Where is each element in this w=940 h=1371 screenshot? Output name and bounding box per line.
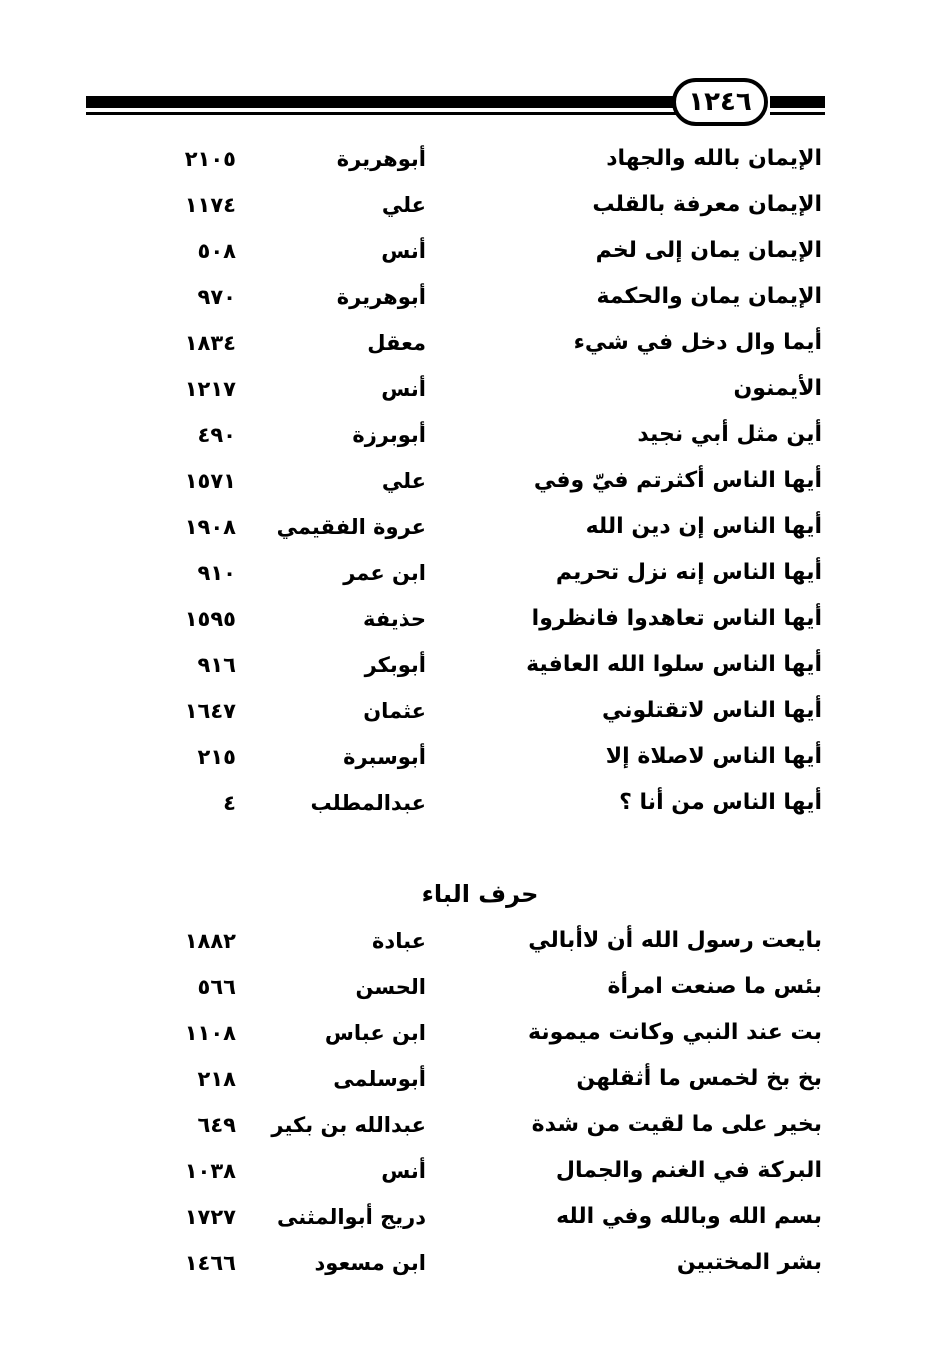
- narrator-name: الحسن: [355, 975, 426, 999]
- narrator-name: عروة الفقيمي: [276, 515, 426, 539]
- hadith-phrase: بسم الله وبالله وفي الله: [556, 1204, 822, 1229]
- hadith-phrase: بت عند النبي وكانت ميمونة: [528, 1020, 822, 1045]
- index-row: [0, 964, 940, 1010]
- section-heading: [0, 872, 940, 916]
- hadith-number: ١٧٢٧: [184, 1205, 236, 1229]
- narrator-name: ابن مسعود: [314, 1251, 426, 1275]
- narrator-name: أبوبرزة: [352, 423, 426, 447]
- index-row: [0, 274, 940, 320]
- index-row: [0, 1010, 940, 1056]
- index-row: [0, 182, 940, 228]
- hadith-number: ٩١٦: [197, 653, 236, 677]
- narrator-name: علي: [381, 193, 426, 217]
- hadith-number: ٥٦٦: [197, 975, 236, 999]
- hadith-phrase: الإيمان معرفة بالقلب: [592, 192, 822, 217]
- hadith-number: ٢١٨: [197, 1067, 236, 1091]
- hadith-number: ١٩٠٨: [184, 515, 236, 539]
- hadith-number: ١٥٧١: [184, 469, 236, 493]
- hadith-phrase: أيها الناس أكثرتم فيّ وفي: [533, 468, 822, 493]
- index-row: [0, 136, 940, 182]
- header-rule-right-thin: [770, 112, 825, 115]
- hadith-phrase: أيما وال دخل في شيء: [573, 330, 822, 355]
- index-row: [0, 642, 940, 688]
- hadith-phrase: أيها الناس إنه نزل تحريم: [555, 560, 822, 585]
- index-row: [0, 458, 940, 504]
- hadith-phrase: أيها الناس تعاهدوا فانظروا: [531, 606, 822, 631]
- hadith-number: ١٠٣٨: [184, 1159, 236, 1183]
- narrator-name: عبدالله بن بكير: [271, 1113, 426, 1137]
- index-row: [0, 780, 940, 826]
- narrator-name: أبوسلمى: [333, 1067, 426, 1091]
- hadith-phrase: أيها الناس لاتقتلوني: [601, 698, 822, 723]
- page-number: ١٢٤٦: [672, 78, 768, 126]
- narrator-name: ابن عمر: [343, 561, 426, 585]
- narrator-name: عثمان: [363, 699, 426, 723]
- hadith-number: ١١٧٤: [184, 193, 236, 217]
- hadith-number: ٩١٠: [197, 561, 236, 585]
- hadith-phrase: الإيمان يمان إلى لخم: [595, 238, 822, 263]
- narrator-name: عبدالمطلب: [310, 791, 426, 815]
- narrator-name: معقل: [367, 331, 426, 355]
- hadith-number: ١٨٨٢: [184, 929, 236, 953]
- index-row: [0, 688, 940, 734]
- narrator-name: أنس: [381, 239, 426, 263]
- index-row: [0, 320, 940, 366]
- hadith-phrase: أين مثل أبي نجيد: [637, 422, 822, 447]
- hadith-number: ١١٠٨: [184, 1021, 236, 1045]
- index-row: [0, 228, 940, 274]
- hadith-phrase: أيها الناس سلوا الله العافية: [526, 652, 822, 677]
- header-rule-right: [770, 96, 825, 108]
- hadith-number: ١٨٣٤: [184, 331, 236, 355]
- hadith-number: ١٦٤٧: [184, 699, 236, 723]
- hadith-phrase: الإيمان بالله والجهاد: [606, 146, 822, 171]
- hadith-number: ١٥٩٥: [184, 607, 236, 631]
- hadith-number: ٥٠٨: [197, 239, 236, 263]
- narrator-name: أبوبكر: [364, 653, 426, 677]
- hadith-phrase: الأيمنون: [733, 376, 822, 401]
- narrator-name: عبادة: [372, 929, 426, 953]
- hadith-phrase: أيها الناس من أنا ؟: [619, 790, 822, 815]
- hadith-number: ٤٩٠: [197, 423, 236, 447]
- hadith-number: ٢١٠٥: [184, 147, 236, 171]
- hadith-number: ٩٧٠: [197, 285, 236, 309]
- index-row: [0, 1148, 940, 1194]
- hadith-number: ٢١٥: [197, 745, 236, 769]
- hadith-phrase: بخ بخ لخمس ما أثقلهن: [576, 1066, 822, 1091]
- index-row: [0, 1240, 940, 1286]
- hadith-phrase: الإيمان يمان والحكمة: [596, 284, 822, 309]
- index-row: [0, 1056, 940, 1102]
- hadith-phrase: بخير على ما لقيت من شدة: [531, 1112, 822, 1137]
- hadith-number: ١٢١٧: [184, 377, 236, 401]
- narrator-name: أبوهريرة: [336, 147, 426, 171]
- hadith-phrase: بايعت رسول الله أن لاأبالي: [528, 928, 822, 953]
- hadith-phrase: أيها الناس إن دين الله: [585, 514, 822, 539]
- section-heading-text: حرف الباء: [421, 880, 539, 908]
- narrator-name: دريج أبوالمثنى: [277, 1205, 426, 1229]
- header-rule-left-thin: [86, 112, 684, 115]
- narrator-name: أبوهريرة: [336, 285, 426, 309]
- index-row: [0, 1194, 940, 1240]
- hadith-phrase: بئس ما صنعت امرأة: [607, 974, 822, 999]
- index-row: [0, 504, 940, 550]
- hadith-phrase: أيها الناس لاصلاة إلا: [605, 744, 822, 769]
- narrator-name: حذيفة: [363, 607, 426, 631]
- hadith-number: ٦٤٩: [197, 1113, 236, 1137]
- narrator-name: أبوسبرة: [343, 745, 426, 769]
- hadith-phrase: البركة في الغنم والجمال: [555, 1158, 822, 1183]
- hadith-number: ١٤٦٦: [184, 1251, 236, 1275]
- index-list-alif: [0, 136, 940, 826]
- narrator-name: ابن عباس: [324, 1021, 426, 1045]
- index-row: [0, 734, 940, 780]
- index-row: [0, 366, 940, 412]
- index-row: [0, 550, 940, 596]
- page-header: [0, 0, 940, 140]
- index-row: [0, 596, 940, 642]
- index-row: [0, 918, 940, 964]
- narrator-name: علي: [381, 469, 426, 493]
- hadith-phrase: بشر المختبين: [676, 1250, 822, 1275]
- index-row: [0, 412, 940, 458]
- hadith-number: ٤: [223, 791, 236, 815]
- header-rule-left: [86, 96, 684, 108]
- index-list-baa: [0, 918, 940, 1286]
- index-row: [0, 1102, 940, 1148]
- narrator-name: أنس: [381, 1159, 426, 1183]
- narrator-name: أنس: [381, 377, 426, 401]
